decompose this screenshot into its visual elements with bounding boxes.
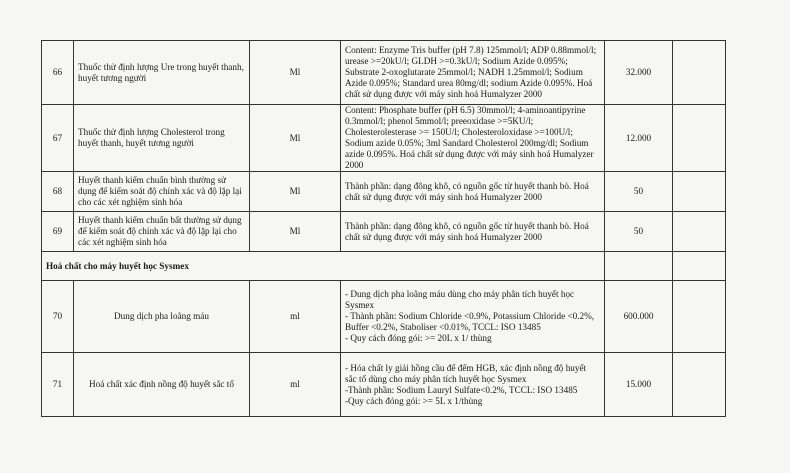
spec-line: Content: Phosphate buffer (pH 6.5) 30mmol/l; 4-aminoantipyrine 0.3mmol/l; phenol 5mmol/l; preeoxidase >=5KU/l; Cholesterolesterase >= 150U/l; Cholesteroloxidase >=100U/l; Sodium azide 0.05%; 3ml Sandard Cholesterol 200mg/dl; Sodium azide 0.095%. Hoá chất sử dụng được với máy sinh hoá Humalyzer 2000 — [345, 105, 594, 170]
row-number: 68 — [42, 172, 74, 212]
row-number: 71 — [42, 353, 74, 417]
item-spec — [341, 172, 605, 212]
spec-line: -Thành phần: Sodium Lauryl Sulfate<0.2%, TCCL: ISO 13485 — [345, 384, 578, 395]
table-row — [42, 172, 726, 212]
item-quantity: 50 — [605, 172, 673, 212]
item-quantity: 15.000 — [605, 353, 673, 417]
spec-line: - Hóa chất ly giải hồng cầu để đếm HGB, xác định nồng độ huyết sắc tố dùng cho máy phân tích huyết học Sysmex — [345, 362, 587, 384]
table-row — [42, 41, 726, 105]
item-unit: Ml — [250, 172, 341, 212]
margin-stamp-mark — [766, 226, 776, 252]
row-number: 69 — [42, 212, 74, 252]
spec-line: Thành phần: dạng đông khô, có nguồn gốc từ huyết thanh bò. Hoá chất sử dụng được với máy sinh hoá Humalyzer 2000 — [345, 180, 589, 202]
item-quantity: 12.000 — [605, 105, 673, 172]
spec-line: - Quy cách đóng gói: >= 20L x 1/ thùng — [345, 333, 492, 343]
empty-cell — [673, 41, 726, 105]
empty-cell — [673, 281, 726, 353]
item-name: Huyết thanh kiểm chuẩn bất thường sử dụng để kiểm soát độ chính xác và độ lặp lại cho các xét nghiệm sinh hóa — [74, 212, 250, 252]
spec-line: -Quy cách đóng gói: >= 5L x 1/thùng — [345, 395, 483, 406]
item-spec — [341, 212, 605, 252]
item-quantity: 600.000 — [605, 281, 673, 353]
empty-cell — [673, 172, 726, 212]
table-row — [42, 212, 726, 252]
table-row — [42, 105, 726, 172]
spec-line: Thành phần: dạng đông khô, có nguồn gốc từ huyết thanh bò. Hoá chất sử dụng được với máy sinh hoá Humalyzer 2000 — [345, 220, 589, 242]
item-unit: Ml — [250, 41, 341, 105]
item-unit: Ml — [250, 212, 341, 252]
item-quantity: 32.000 — [605, 41, 673, 105]
item-name: Dung dịch pha loãng máu — [74, 281, 250, 353]
section-title: Hoá chất cho máy huyết học Sysmex — [42, 252, 605, 281]
item-quantity: 50 — [605, 212, 673, 252]
spec-line: - Dung dịch pha loãng máu dùng cho máy phân tích huyết học Sysmex — [345, 289, 575, 310]
empty-cell — [673, 252, 726, 281]
item-name: Thuốc thử định lượng Cholesterol trong huyết thanh, huyết tương người — [74, 105, 250, 172]
empty-cell — [673, 353, 726, 417]
item-name: Hoá chất xác định nồng độ huyết sắc tố — [74, 353, 250, 417]
spec-line: Content: Enzyme Tris buffer (pH 7.8) 125mmol/l; ADP 0.88mmol/l; urease >=20kU/l; GLDH >=0.3kU/l; Sodium Azide 0.095%; Substrate 2-oxoglutarate 25mmol/l; NADH 1.25mmol/l; Sodium Azide 0.095%; Standard urea 80mg/dl; sodium Azide 0.095%. Hoá chất sử dụng được với máy sinh hoá Humalyzer 2000 — [345, 45, 597, 99]
empty-cell — [673, 105, 726, 172]
section-row — [42, 252, 726, 281]
item-name: Huyết thanh kiểm chuẩn bình thường sử dụng để kiểm soát độ chính xác và độ lặp lại cho các xét nghiệm sinh hóa — [74, 172, 250, 212]
item-spec — [341, 353, 605, 417]
supply-table — [41, 40, 726, 417]
item-unit: ml — [250, 281, 341, 353]
empty-cell — [605, 252, 673, 281]
row-number: 70 — [42, 281, 74, 353]
empty-cell — [673, 212, 726, 252]
item-spec — [341, 41, 605, 105]
table-row — [42, 281, 726, 353]
table-row — [42, 353, 726, 417]
item-name: Thuốc thử định lượng Ure trong huyết thanh, huyết tương người — [74, 41, 250, 105]
row-number: 67 — [42, 105, 74, 172]
item-unit: ml — [250, 353, 341, 417]
spec-line: - Thành phần: Sodium Chloride <0.9%, Potassium Chloride <0.2%, Buffer <0.2%, Staboliser <0.01%, TCCL: ISO 13485 — [345, 311, 595, 332]
row-number: 66 — [42, 41, 74, 105]
item-unit: Ml — [250, 105, 341, 172]
item-spec — [341, 105, 605, 172]
item-spec — [341, 281, 605, 353]
